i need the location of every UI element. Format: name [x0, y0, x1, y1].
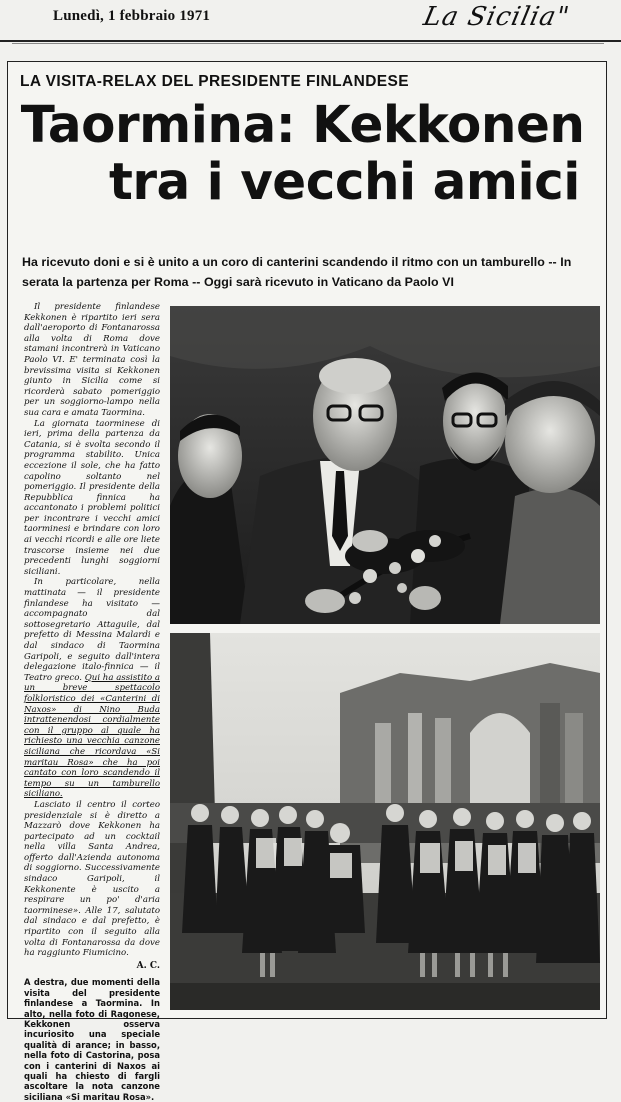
paragraph-3-underlined: Qui ha assistito a un breve spettacolo folkloristico dei «Canterini di Naxos» di Nino Buda intrattenendosi cordialmente con il gruppo al quale ha richiesto una vecchia canzone siciliana che ricordava «Si maritau Rosa» che ha poi cantato con loro scandendo il tempo su un tamburello siciliano.: [24, 672, 160, 800]
photo-kekkonen-oranges: [170, 306, 600, 624]
headline-line-2: tra i vecchi amici: [108, 153, 580, 212]
photo-canterini-di-naxos: [170, 633, 600, 1010]
article-subhead: Ha ricevuto doni e si è unito a un coro di canterini scandendo il ritmo con un tamburello -- In serata la partenza per Roma -- Oggi sarà ricevuto in Vaticano da Paolo VI: [22, 255, 572, 289]
photo-caption: A destra, due momenti della visita del presidente finlandese a Taormina. In alto, nella foto di Ragonese, Kekkonen osserva incuriosito una speciale qualità di arance; in basso, nella foto di Castorina, posa con i canterini di Naxos ai quali ha chiesto di fargli ascoltare la nota canzone siciliana «Si maritau Rosa».: [24, 977, 160, 1102]
masthead-paper-name: La Sicilia": [420, 2, 573, 32]
article-kicker: LA VISITA-RELAX DEL PRESIDENTE FINLANDESE: [20, 73, 410, 90]
article-body: [24, 302, 160, 1102]
paragraph-4: Lasciato il centro il corteo presidenziale si è diretto a Mazzarò dove Kekkonen ha partecipato ad un cocktail nella villa Santa Andrea, offerto dall'Azienda autonoma di soggiorno. Successivamente sindaco Garipoli, il Kekkonente è uscito a respirare un po' d'aria taorminese». Alle 17, salutato dal sindaco e dal prefetto, è ripartito con il seguito alla volta di Fontanarossa da dove ha raggiunto Fiumicino.: [24, 799, 160, 959]
masthead: [0, 0, 621, 44]
article-clipping: [7, 61, 607, 1102]
paragraph-3-part-1: In particolare, nella mattinata — il presidente finlandese ha visitato — accompagnato dal sottosegretario Attaguile, dal prefetto di Messina Malardi e dal sindaco di Taormina Garipoli, e seguito dall'intera delegazione italo-finnica — il Teatro greco.: [24, 577, 160, 683]
masthead-rule: [0, 40, 621, 42]
masthead-date: Lunedì, 1 febbraio 1971: [53, 8, 211, 24]
article-signature: A. C.: [136, 960, 160, 971]
masthead-rule-secondary: [12, 43, 604, 44]
paragraph-3: [24, 577, 160, 799]
paragraph-2: La giornata taorminese di ieri, prima della partenza da Catania, si è svolta secondo il programma stabilito. Unica eccezione il sole, che ha fatto capolino soltanto nel pomeriggio. Il presidente della Repubblica finnica ha accantonato i problemi politici per incontrare i vecchi amici taorminesi e brindare con loro ai vecchi ricordi e alle ore liete trascorse insieme nei due precedenti lunghi soggiorni siciliani.: [24, 418, 160, 577]
paragraph-1: Il presidente finlandese Kekkonen è ripartito ieri sera dall'aeroporto di Fontanarossa alla volta di Roma dove stamani incontrerà in Vaticano Paolo VI. E' terminata così la brevissima visita si Kekkonen giunto in Sicilia come si ricorderà sabato pomeriggio per un soggiorno-lampo nella sua cara e amata Taormina.: [24, 302, 160, 418]
headline-line-1: Taormina: Kekkonen: [20, 96, 585, 155]
